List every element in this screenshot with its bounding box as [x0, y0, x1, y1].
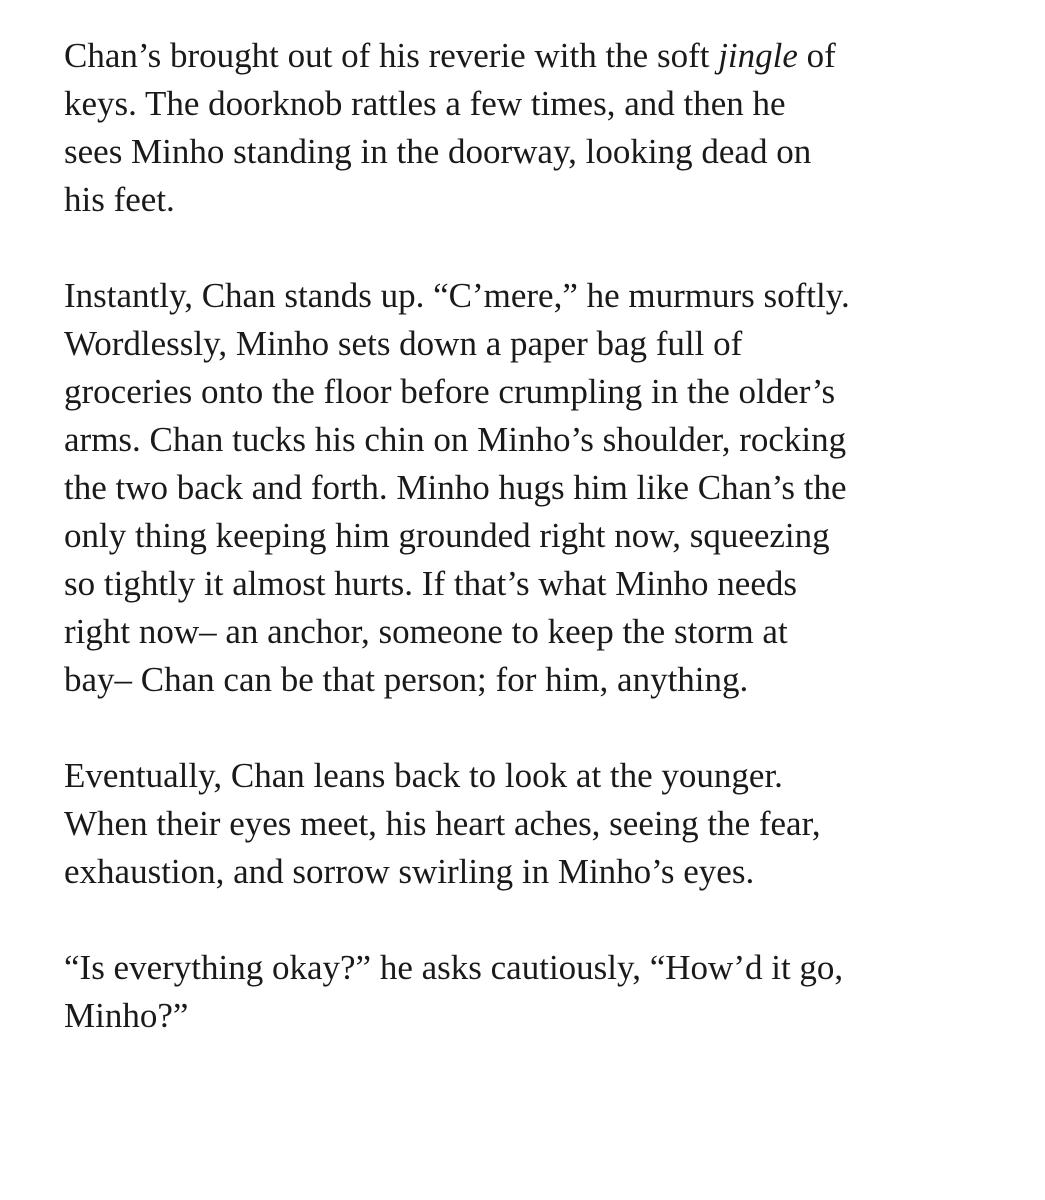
text-line: “Is everything okay?” he asks cautiously, “How’d it go,: [64, 948, 844, 987]
document-body: [64, 32, 1004, 1088]
paragraph-3: [64, 752, 1004, 896]
text-line: only thing keeping him grounded right now, squeezing: [64, 516, 830, 555]
text-line: Instantly, Chan stands up. “C’mere,” he murmurs softly.: [64, 276, 850, 315]
text-line: bay– Chan can be that person; for him, anything.: [64, 660, 749, 699]
text-line: Minho?”: [64, 996, 189, 1035]
text-line: When their eyes meet, his heart aches, seeing the fear,: [64, 804, 821, 843]
text-line: exhaustion, and sorrow swirling in Minho’s eyes.: [64, 852, 755, 891]
paragraph-4: [64, 944, 1004, 1040]
text-line: so tightly it almost hurts. If that’s what Minho needs: [64, 564, 798, 603]
text-line: [64, 32, 1004, 80]
text-line: his feet.: [64, 180, 175, 219]
text-line: groceries onto the floor before crumpling in the older’s: [64, 372, 836, 411]
italic-text-run: jingle: [718, 36, 798, 75]
text-line: the two back and forth. Minho hugs him like Chan’s the: [64, 468, 847, 507]
text-line: Wordlessly, Minho sets down a paper bag full of: [64, 324, 743, 363]
text-line: keys. The doorknob rattles a few times, and then he: [64, 84, 786, 123]
text-run: of: [797, 36, 836, 75]
paragraph-1: [64, 32, 1004, 224]
text-line: Eventually, Chan leans back to look at the younger.: [64, 756, 783, 795]
text-line: arms. Chan tucks his chin on Minho’s shoulder, rocking: [64, 420, 847, 459]
paragraph-2: [64, 272, 1004, 704]
text-line: right now– an anchor, someone to keep the storm at: [64, 612, 788, 651]
text-line: sees Minho standing in the doorway, looking dead on: [64, 132, 812, 171]
text-run: Chan’s brought out of his reverie with the soft: [64, 36, 719, 75]
